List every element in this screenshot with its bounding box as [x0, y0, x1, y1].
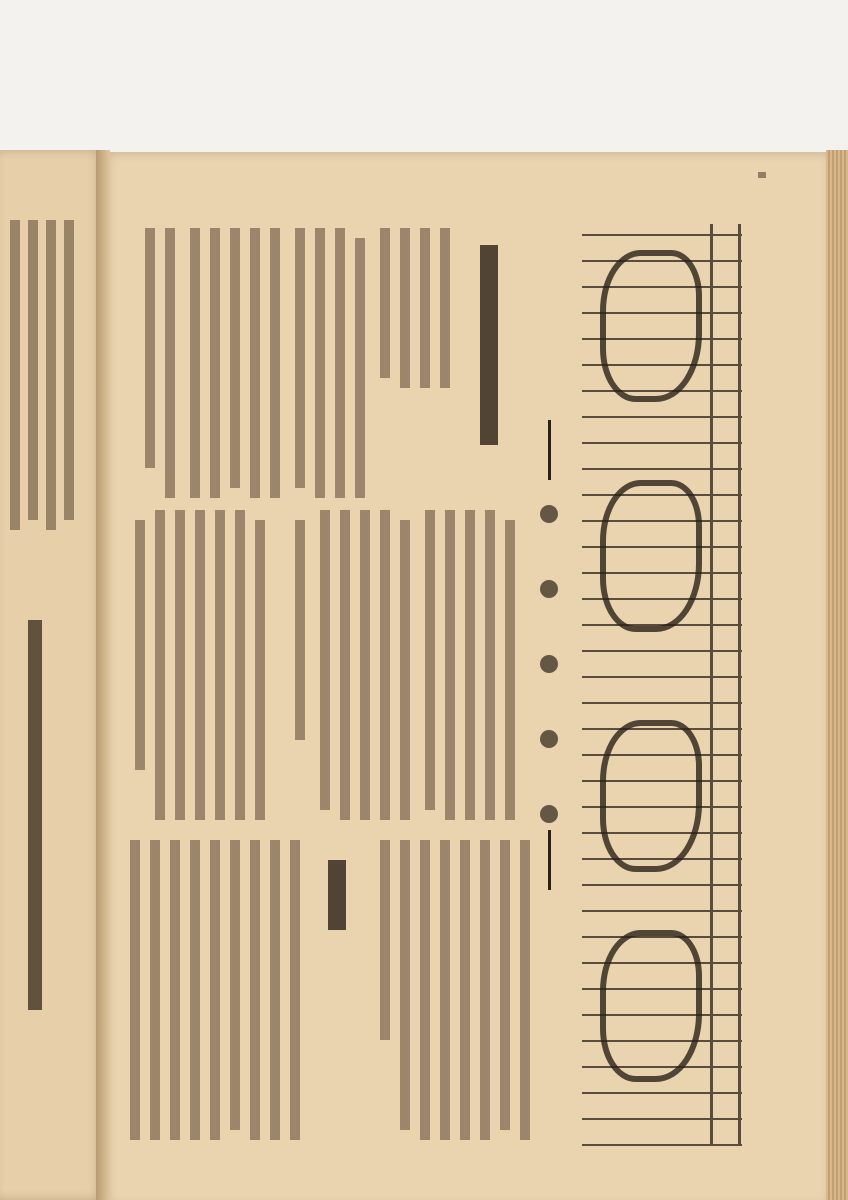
page-number	[758, 172, 766, 178]
section-title-glyph	[600, 930, 702, 1082]
left-page-text-column	[28, 220, 38, 520]
subtitle-glyph	[540, 655, 558, 673]
book-gutter	[96, 150, 110, 1200]
subtitle-rule-bottom	[548, 830, 551, 890]
left-page-text-column	[46, 220, 56, 530]
article-title	[480, 245, 498, 445]
subtitle-glyph	[540, 805, 558, 823]
left-page-text-column	[10, 220, 20, 530]
page-edge	[826, 150, 848, 1200]
article-title	[328, 860, 346, 930]
left-facing-page	[0, 150, 104, 1200]
left-page-text-column	[64, 220, 74, 520]
subtitle-glyph	[540, 580, 558, 598]
subtitle-rule-top	[548, 420, 551, 480]
section-title-glyph	[600, 480, 702, 632]
subtitle-glyph	[540, 730, 558, 748]
left-page-section-heading	[28, 620, 42, 1010]
section-title-glyph	[600, 250, 702, 402]
section-title-glyph	[600, 720, 702, 872]
subtitle-glyph	[540, 505, 558, 523]
